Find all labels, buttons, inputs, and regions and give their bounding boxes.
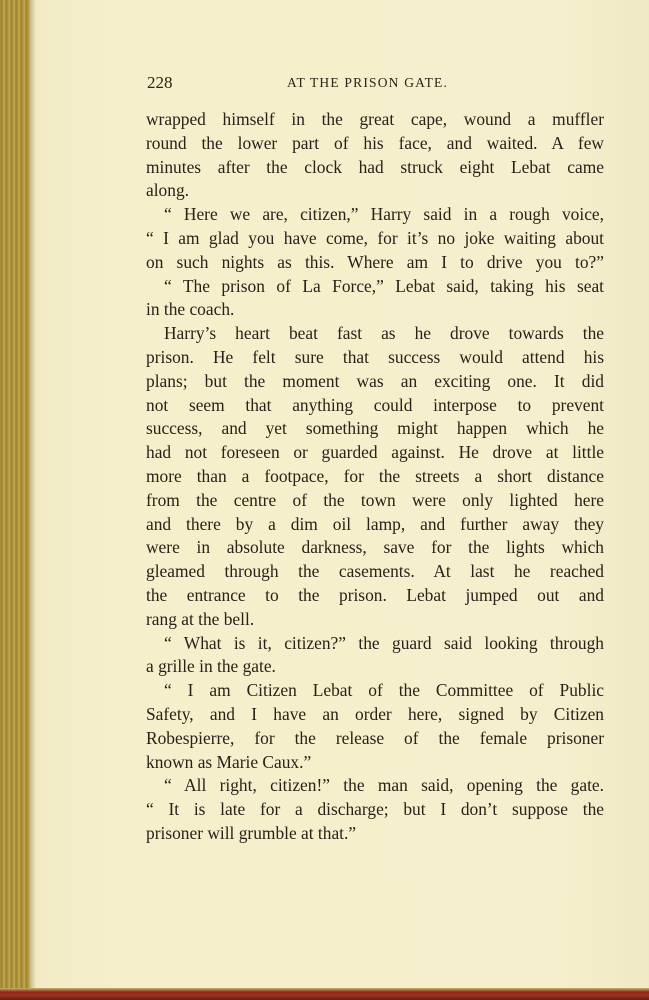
text-line: success, and yet something might happen which he — [146, 418, 604, 439]
text-line: had not foreseen or guarded against. He drove at little — [146, 442, 604, 463]
text-line: known as Marie Caux.” — [146, 751, 312, 772]
page-number: 228 — [147, 73, 173, 92]
text-line: plans; but the moment was an exciting one. It did — [146, 370, 604, 391]
text-line: a grille in the gate. — [146, 656, 276, 677]
text-line: on such nights as this. Where am I to drive you to?” — [146, 251, 604, 272]
page-bottom-edge — [0, 988, 649, 1000]
text-line: “ The prison of La Force,” Lebat said, taking his seat — [164, 275, 604, 296]
text-line: round the lower part of his face, and waited. A few — [146, 132, 604, 153]
text-line: and there by a dim oil lamp, and further away they — [146, 513, 604, 534]
text-line: rang at the bell. — [146, 608, 255, 629]
text-line: not seem that anything could interpose to prevent — [146, 394, 604, 415]
text-line: “ I am glad you have come, for it’s no joke waiting about — [146, 227, 604, 248]
text-line: Safety, and I have an order here, signed by Citizen — [146, 703, 604, 724]
running-head: AT THE PRISON GATE. — [287, 75, 449, 90]
text-line: “ All right, citizen!” the man said, opening the gate. — [164, 775, 604, 796]
text-line: along. — [146, 180, 189, 201]
text-line: Robespierre, for the release of the female prisoner — [146, 727, 604, 748]
text-line: the entrance to the prison. Lebat jumped out and — [146, 584, 604, 605]
text-line: from the centre of the town were only lighted here — [146, 489, 604, 510]
text-line: Harry’s heart beat fast as he drove towards the — [164, 323, 604, 344]
text-line: wrapped himself in the great cape, wound a muffler — [146, 109, 604, 129]
text-line: “ Here we are, citizen,” Harry said in a rough voice, — [164, 204, 604, 225]
text-line: were in absolute darkness, save for the lights which — [146, 537, 604, 558]
text-line: minutes after the clock had struck eight Lebat came — [146, 156, 604, 177]
text-line: prison. He felt sure that success would attend his — [146, 346, 604, 367]
page-header — [147, 73, 605, 97]
text-line: “ What is it, citizen?” the guard said looking through — [164, 632, 604, 653]
text-line: “ It is late for a discharge; but I don’t suppose the — [146, 799, 604, 820]
text-line: in the coach. — [146, 299, 235, 320]
body-text — [146, 108, 604, 846]
book-spine-edge — [0, 0, 30, 1000]
text-line: gleamed through the casements. At last he reached — [146, 561, 604, 582]
text-line: “ I am Citizen Lebat of the Committee of Public — [164, 680, 604, 701]
text-line: prisoner will grumble at that.” — [146, 822, 357, 843]
text-line: more than a footpace, for the streets a short distance — [146, 465, 604, 486]
